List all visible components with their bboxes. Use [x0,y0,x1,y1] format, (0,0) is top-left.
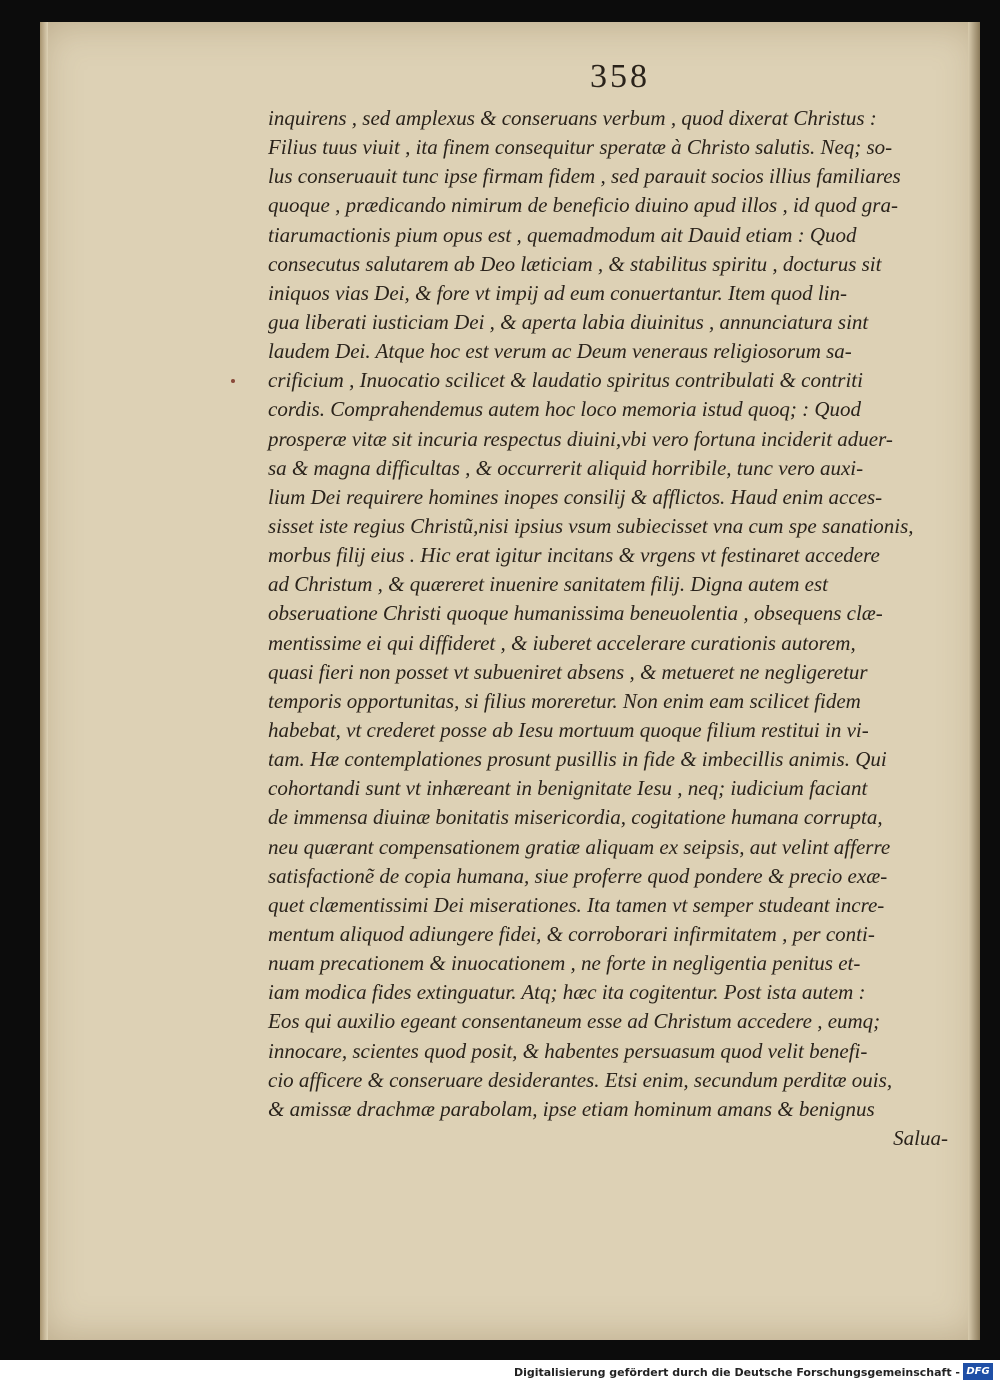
text-line: quasi fieri non posset vt subueniret absens , & metueret ne negligeretur [268,659,868,684]
dfg-logo-icon: DFG [963,1363,993,1380]
text-line: lium Dei requirere homines inopes consilij & afflictos. Haud enim acces- [268,484,883,509]
text-line: mentum aliquod adiungere fidei, & corroborari infirmitatem , per conti- [268,921,875,946]
text-line: sisset iste regius Christũ,nisi ipsius vsum subiecisset vna cum spe sanationis, [268,513,914,538]
text-line: consecutus salutarem ab Deo læticiam , & stabilitus spiritu , docturus sit [268,251,882,276]
text-line: iniquos vias Dei, & fore vt impij ad eum conuertantur. Item quod lin- [268,280,847,305]
text-line: tiarumactionis pium opus est , quemadmodum ait Dauid etiam : Quod [268,222,857,247]
text-line: & amissæ drachmæ parabolam, ipse etiam hominum amans & benignus [268,1096,875,1121]
page-fore-edge [968,22,980,1340]
text-line: obseruatione Christi quoque humanissima beneuolentia , obsequens clæ- [268,601,883,626]
text-line: neu quærant compensationem gratiæ aliquam ex seipsis, aut velint afferre [268,834,891,859]
text-line: Filius tuus viuit , ita finem consequitur speratæ à Christo salutis. Neq; so- [268,135,893,160]
text-line: mentissime ei qui diffideret , & iuberet accelerare curationis autorem, [268,630,856,655]
page-gutter-shadow [40,22,48,1340]
text-line: Eos qui auxilio egeant consentaneum esse ad Christum accedere , eumq; [268,1009,881,1034]
body-text [268,104,948,1153]
text-line: habebat, vt crederet posse ab Iesu mortuum quoque filium restitui in vi- [268,717,869,742]
text-line: iam modica fides extinguatur. Atq; hæc ita cogitentur. Post ista autem : [268,980,866,1005]
margin-mark [231,379,235,383]
text-line: satisfactionẽ de copia humana, siue proferre quod pondere & precio exæ- [268,863,888,888]
text-line: cohortandi sunt vt inhæreant in benignitate Iesu , neq; iudicium faciant [268,776,868,801]
text-line: laudem Dei. Atque hoc est verum ac Deum veneraus religiosorum sa- [268,339,852,364]
text-line: nuam precationem & inuocationem , ne forte in negligentia penitus et- [268,951,861,976]
page-number: 358 [590,58,650,95]
text-line: innocare, scientes quod posit, & habentes persuasum quod velit benefi- [268,1038,868,1063]
footer-credit: Digitalisierung gefördert durch die Deutsche Forschungsgemeinschaft - [513,1366,960,1379]
text-line: quoque , prædicando nimirum de beneficio diuino apud illos , id quod gra- [268,193,898,218]
text-line: de immensa diuinæ bonitatis misericordia, cogitatione humana corrupta, [268,805,883,830]
catchword: Salua- [893,1125,948,1150]
text-line: ad Christum , & quæreret inuenire sanitatem filij. Digna autem est [268,572,828,597]
text-line: quet clæmentissimi Dei miserationes. Ita tamen vt semper studeant incre- [268,892,885,917]
text-line: prosperæ vitæ sit incuria respectus diuini,vbi vero fortuna inciderit aduer- [268,426,893,451]
text-line: cordis. Comprahendemus autem hoc loco memoria istud quoq; : Quod [268,397,861,422]
text-line: gua liberati iusticiam Dei , & aperta labia diuinitus , annunciatura sint [268,309,869,334]
text-line: temporis opportunitas, si filius moreretur. Non enim eam scilicet fidem [268,688,861,713]
text-line: cio afficere & conseruare desiderantes. Etsi enim, secundum perditæ ouis, [268,1067,893,1092]
text-line: inquirens , sed amplexus & conseruans verbum , quod dixerat Christus : [268,106,877,130]
text-line: lus conseruauit tunc ipse firmam fidem , sed parauit socios illius familiares [268,164,901,189]
text-line: tam. Hæ contemplationes prosunt pusillis in fide & imbecillis animis. Qui [268,747,887,772]
text-line: morbus filij eius . Hic erat igitur incitans & vrgens vt festinaret accedere [268,543,880,568]
text-line: crificium , Inuocatio scilicet & laudatio spiritus contribulati & contriti [268,368,863,393]
text-line: sa & magna difficultas , & occurrerit aliquid horribile, tunc vero auxi- [268,455,864,480]
